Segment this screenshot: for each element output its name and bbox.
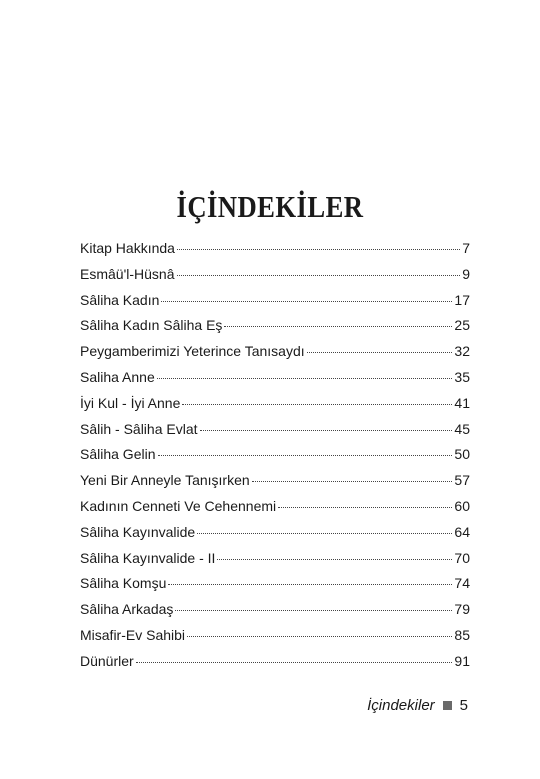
toc-entry-page: 17: [454, 291, 470, 308]
toc-entry-label: Misafir-Ev Sahibi: [80, 626, 186, 643]
toc-entry: [80, 601, 470, 627]
page-footer: [367, 697, 468, 714]
toc-entry: [80, 446, 470, 472]
toc-entry: [80, 524, 470, 550]
toc-entry: [80, 369, 470, 395]
toc-entry-page: 91: [454, 652, 470, 669]
toc-entry-label: İyi Kul - İyi Anne: [80, 394, 181, 411]
toc-entry-label: Sâlih - Sâliha Evlat: [80, 420, 198, 437]
toc-entry: [80, 343, 470, 369]
toc-entry-page: 7: [462, 240, 470, 256]
dot-leader: [252, 481, 453, 482]
dot-leader: [307, 352, 453, 353]
toc-entry: [80, 472, 470, 498]
toc-entry-page: 57: [454, 472, 470, 489]
toc-entry-label: Sâliha Kayınvalide: [80, 523, 196, 540]
toc-entry-label: Esmâü'l-Hüsnâ: [80, 265, 175, 282]
toc-entry-label: Sâliha Kadın: [80, 291, 160, 308]
toc-entry: [80, 395, 470, 421]
toc-entry-label: Yeni Bir Anneyle Tanışırken: [80, 472, 250, 489]
dot-leader: [157, 378, 453, 379]
toc-entry: [80, 653, 470, 679]
toc-entry: [80, 421, 470, 447]
toc-entry: [80, 550, 470, 576]
toc-entry: [80, 575, 470, 601]
toc-entry-label: Sâliha Gelin: [80, 446, 156, 463]
dot-leader: [278, 507, 452, 508]
page-title: İÇİNDEKİLER: [176, 188, 364, 224]
dot-leader: [175, 610, 452, 611]
toc-entry-label: Kitap Hakkında: [80, 240, 175, 256]
dot-leader: [177, 249, 460, 250]
table-of-contents: [80, 240, 470, 679]
toc-entry-label: Saliha Anne: [80, 368, 155, 385]
toc-entry-page: 25: [454, 317, 470, 334]
toc-entry-page: 79: [454, 601, 470, 618]
dot-leader: [217, 559, 452, 560]
toc-entry: [80, 627, 470, 653]
toc-entry: [80, 266, 470, 292]
toc-entry-label: Sâliha Arkadaş: [80, 601, 174, 618]
dot-leader: [136, 662, 453, 663]
toc-entry-page: 74: [454, 575, 470, 592]
toc-entry-page: 41: [454, 394, 470, 411]
toc-entry-page: 32: [454, 343, 470, 360]
dot-leader: [177, 275, 461, 276]
toc-entry-page: 64: [454, 523, 470, 540]
toc-entry-page: 50: [454, 446, 470, 463]
dot-leader: [224, 326, 452, 327]
toc-entry: [80, 240, 470, 266]
toc-entry-label: Sâliha Kadın Sâliha Eş: [80, 317, 223, 334]
toc-entry-page: 85: [454, 626, 470, 643]
toc-entry-page: 70: [454, 549, 470, 566]
running-footer-label: İçindekiler: [367, 697, 435, 714]
toc-entry-label: Kadının Cenneti Ve Cehennemi: [80, 497, 277, 514]
toc-entry-label: Sâliha Komşu: [80, 575, 167, 592]
toc-entry-label: Dünürler: [80, 652, 134, 669]
toc-entry: [80, 317, 470, 343]
dot-leader: [161, 301, 452, 302]
toc-entry-page: 45: [454, 420, 470, 437]
toc-entry-page: 9: [462, 265, 470, 282]
dot-leader: [168, 584, 452, 585]
page-number: 5: [459, 697, 468, 714]
toc-entry: [80, 292, 470, 318]
toc-entry: [80, 498, 470, 524]
dot-leader: [182, 404, 452, 405]
dot-leader: [187, 636, 452, 637]
dot-leader: [200, 430, 453, 431]
toc-entry-label: Peygamberimizi Yeterince Tanısaydı: [80, 343, 305, 360]
toc-entry-label: Sâliha Kayınvalide - II: [80, 549, 216, 566]
toc-entry-page: 60: [454, 497, 470, 514]
toc-entry-page: 35: [454, 368, 470, 385]
dot-leader: [197, 533, 452, 534]
square-bullet-icon: [443, 701, 452, 710]
dot-leader: [158, 455, 453, 456]
